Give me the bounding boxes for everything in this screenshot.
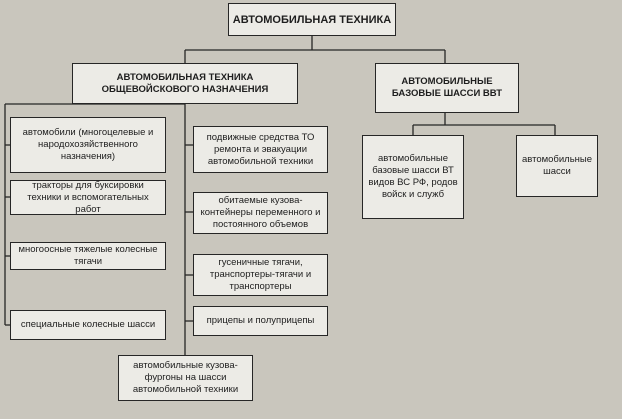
left-node-special-chassis: специальные колесные шасси [10, 310, 166, 340]
middle-node-containers: обитаемые кузова-контейнеры переменного и постоянного объемов [193, 192, 328, 234]
left-node-heavy-tractors: многоосные тяжелые колесные тягачи [10, 242, 166, 270]
base-node-branch-chassis: автомобильные базовые шасси ВТ видов ВС РФ, родов войск и служб [362, 135, 464, 219]
branch-general-purpose-node: АВТОМОБИЛЬНАЯ ТЕХНИКА ОБЩЕВОЙСКОВОГО НАЗНАЧЕНИЯ [72, 63, 298, 104]
branch-base-chassis-node: АВТОМОБИЛЬНЫЕ БАЗОВЫЕ ШАССИ ВВТ [375, 63, 519, 113]
bottom-node-van-bodies: автомобильные кузова-фургоны на шасси автомобильной техники [118, 355, 253, 401]
middle-node-tracked-tractors: гусеничные тягачи, транспортеры-тягачи и транспортеры [193, 254, 328, 296]
middle-node-trailers: прицепы и полуприцепы [193, 306, 328, 336]
left-node-tractors: тракторы для буксировки техники и вспомогательных работ [10, 180, 166, 215]
left-node-vehicles: автомобили (многоцелевые и народохозяйственного назначения) [10, 117, 166, 173]
middle-node-maintenance: подвижные средства ТО ремонта и эвакуации автомобильной техники [193, 126, 328, 173]
root-node: АВТОМОБИЛЬНАЯ ТЕХНИКА [228, 3, 396, 36]
base-node-auto-chassis: автомобильные шасси [516, 135, 598, 197]
